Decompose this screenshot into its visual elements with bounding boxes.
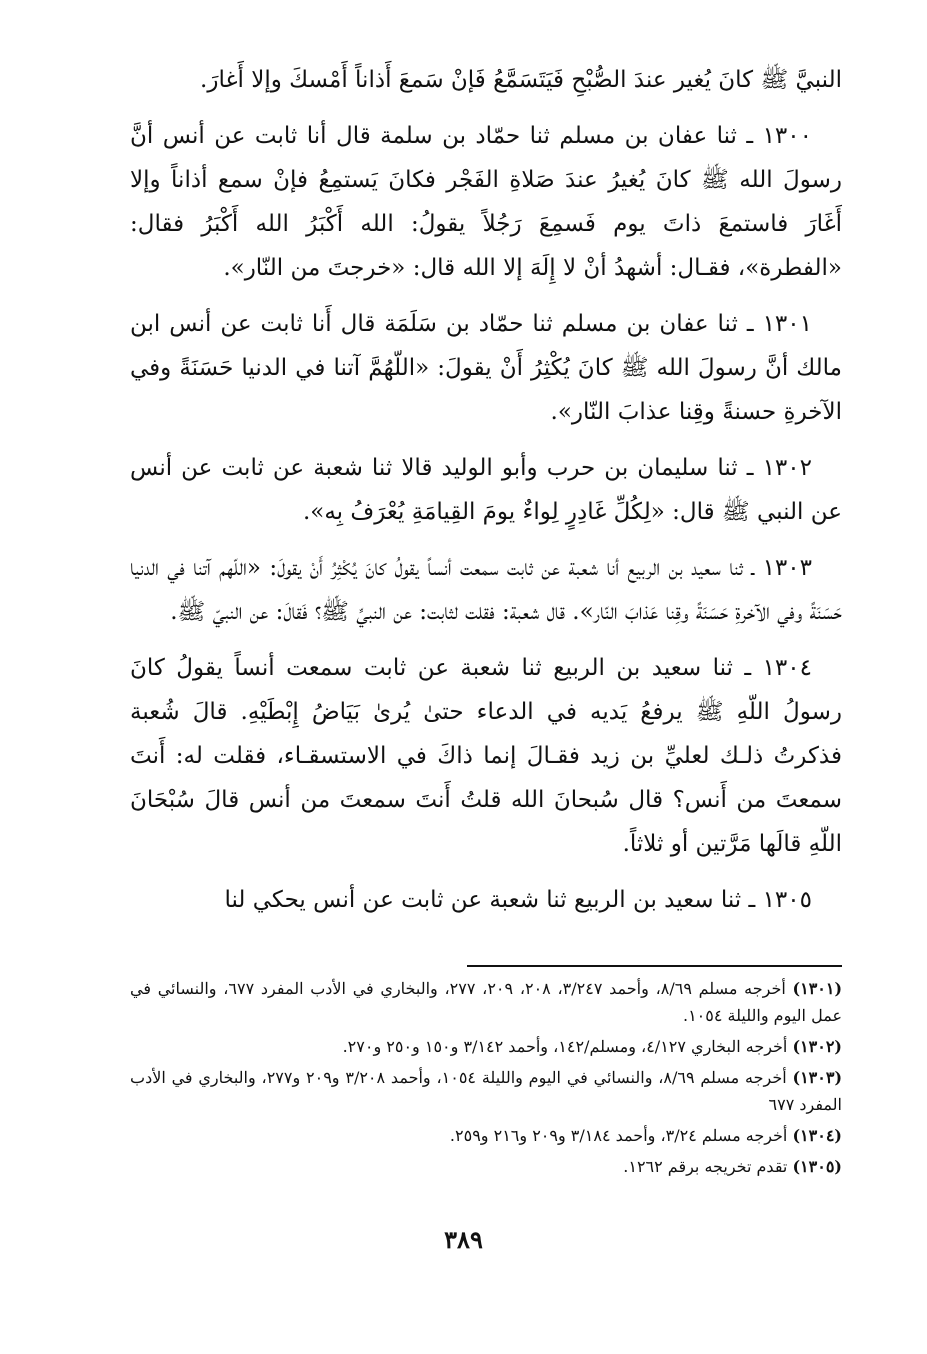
footnote-number: (١٣٠٣) [792,1068,843,1087]
footnote-number: (١٣٠٤) [792,1126,842,1145]
footnote-text: أخرجه مسلم ٣/٢٤، وأحمد ٣/١٨٤ و٢٠٩ و٢١٦ و٢٥٩. [449,1126,788,1145]
footnote-divider [467,965,842,967]
paragraph-continuation: النبيَّ ﷺ كانَ يُغير عندَ الصُّبْحِ فَيَتَسَمَّعُ فَإنْ سَمعَ أَذاناً أَمْسكَ وإلا أَغارَ. [200,67,842,93]
footnote [130,975,842,1029]
footnote-number: (١٣٠٢) [792,1037,842,1056]
footnotes [130,975,842,1184]
footnote [130,1122,842,1149]
hadith-1301: ١٣٠١ ـ ثنا عفان بن مسلم ثنا حمّاد بن سَلَمَة قال أَنا ثابت عن أنس ابن مالك أنَّ رسولَ الله ﷺ كانَ يُكْثِرُ أَنْ يقولَ: «اللّهُمَّ آتنا في الدنيا حَسَنَةً وفي الآخرةِ حسنةً وقِنا عذابَ النّار». [130,311,842,425]
hadith-1303: ١٣٠٣ ـ ثنا سعيد بن الربيع أنا شعبة عن ثابت سمعت أنساً يقولُ كانَ يُكْثِرُ أَنْ يقولَ: «اللّهم آتنا في الدنيا حَسَنَةً وفي الآخرةِ حَسَنَةً وقِنا عَذابَ النّار». قال شعبة: فقلت لثابت: عن النبيِّ ﷺ؟ فَقالَ: عن النبيّ ﷺ. [130,555,842,625]
footnote-number: (١٣٠٥) [792,1157,842,1176]
footnote-text: أخرجه مسلم ٨/٦٩، وأحمد ٣/٢٤٧، ٢٠٨، ٢٠٩، ٢٧٧، والبخاري في الأدب المفرد ٦٧٧، والنسائي في عمل اليوم والليلة ١٠٥٤. [130,979,842,1025]
hadith-1300: ١٣٠٠ ـ ثنا عفان بن مسلم ثنا حمّاد بن سلمة قال أنا ثابت عن أنس أنَّ رسولَ الله ﷺ كانَ يُغيرُ عندَ صَلاةِ الفَجْر فكانَ يَستمِعُ فإنْ سمع أذاناً وإلا أَغَارَ فاستمعَ ذاتَ يوم فَسمِعَ رَجُلاً يقولُ: الله أَكْبَرُ الله أَكْبَرُ فقال: «الفطرة»، فقـال: أشهدُ أنْ لا إِلَهَ إلا الله قال: «خرجتَ من النّار». [130,123,842,281]
main-text [130,58,842,934]
footnote [130,1153,842,1180]
footnote-text: أخرجه البخاري ٤/١٢٧، ومسلم/١٤٢، وأحمد ٣/١٤٢ و١٥٠ و٢٥٠ و٢٧٠. [342,1037,788,1056]
hadith-1304: ١٣٠٤ ـ ثنا سعيد بن الربيع ثنا شعبة عن ثابت سمعت أنساً يقولُ كانَ رسولُ اللّهِ ﷺ يرفعُ يَديه في الدعاء حتىٰ يُرىٰ بَيَاضُ إِبْطَيْهِ. قالَ شُعبة فذكرتُ ذلـك لعليِّ بن زيد فقـالَ إنما ذاكَ في الاستسقـاء، فقلت له: أَنتَ سمعتَ من أَنس؟ قال سُبحانَ الله قلتُ أَنتَ سمعتَ من أنس قالَ سُبْحَانَ اللّهِ قالَها مَرَّتين أو ثلاثاً. [130,655,842,857]
footnote-number: (١٣٠١) [792,979,843,998]
page-number: ٣٨٩ [444,1225,483,1254]
footnote [130,1033,842,1060]
hadith-1302: ١٣٠٢ ـ ثنا سليمان بن حرب وأبو الوليد قالا ثنا شعبة عن ثابت عن أنس عن النبي ﷺ قال: «لِكُلِّ غَادِرٍ لِواءٌ يومَ القِيامَةِ يُعْرَفُ بِه». [130,455,842,525]
footnote [130,1064,842,1118]
footnote-text: أخرجه مسلم ٨/٦٩، والنسائي في اليوم والليلة ١٠٥٤، وأحمد ٣/٢٠٨ و٢٠٩ و٢٧٧، والبخاري في الأدب المفرد ٦٧٧ [130,1068,842,1114]
footnote-text: تقدم تخريجه برقم ١٢٦٢. [623,1157,788,1176]
hadith-1305: ١٣٠٥ ـ ثنا سعيد بن الربيع ثنا شعبة عن ثابت عن أنس يحكي لنا [224,887,812,913]
